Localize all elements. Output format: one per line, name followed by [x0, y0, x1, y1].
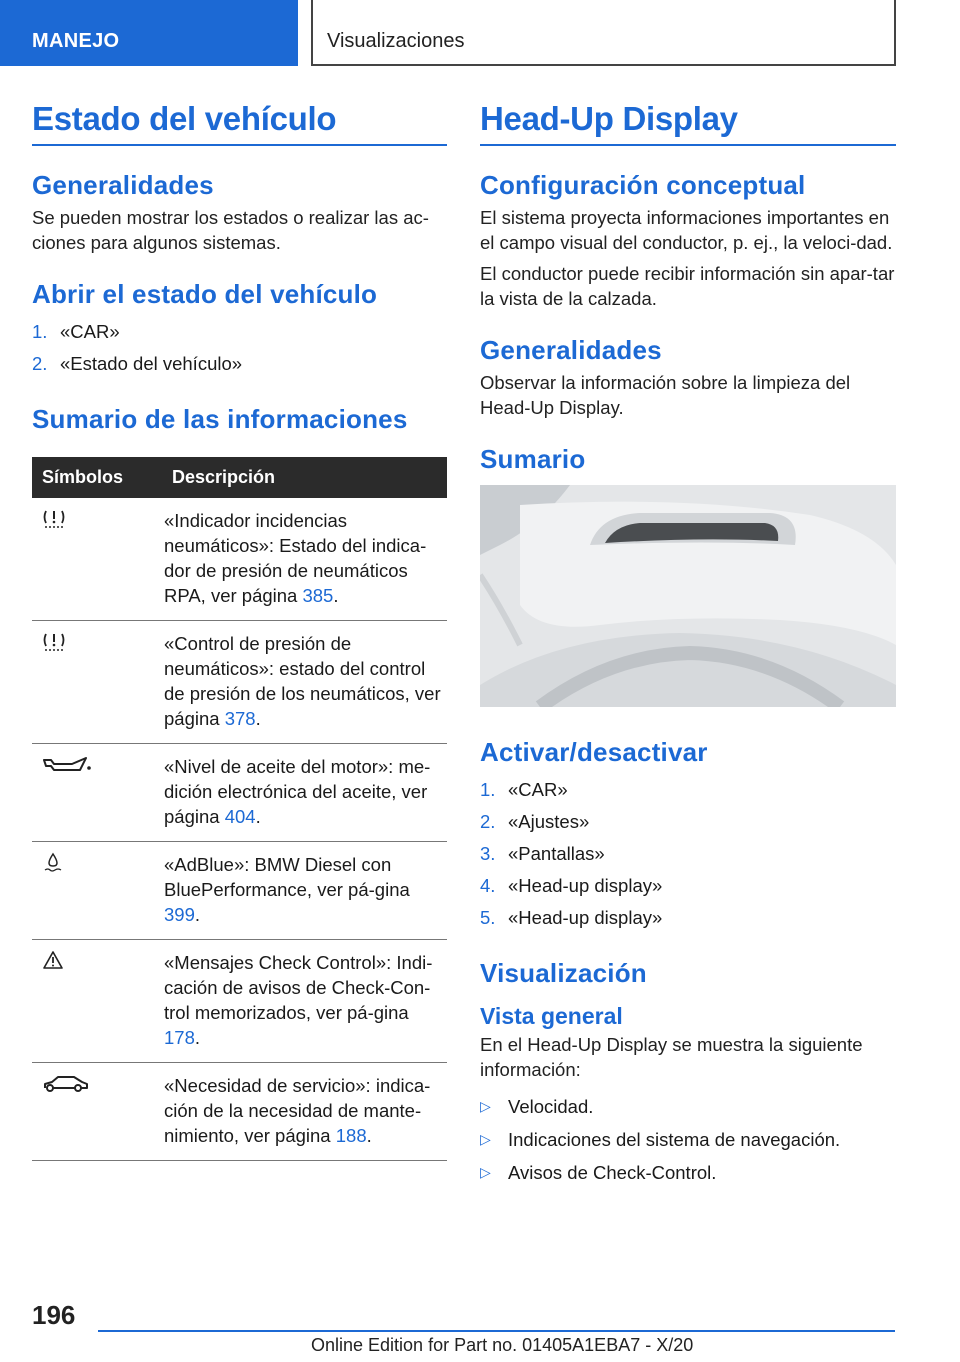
page-title-right: Head-Up Display [480, 100, 896, 146]
page-link[interactable]: 378 [224, 708, 256, 729]
page-link[interactable]: 404 [224, 806, 256, 827]
step-number: 2. [480, 811, 496, 832]
adblue-icon [42, 852, 64, 874]
table-row: «AdBlue»: BMW Diesel con BluePerformance, ver pá-gina 399. [32, 842, 447, 940]
step-item [32, 316, 447, 348]
head-up-display-photo [480, 485, 896, 707]
footer-edition: Online Edition for Part no. 01405A1EBA7 - X/20 [311, 1335, 694, 1355]
step-text: «Head-up display» [508, 907, 663, 928]
list-item [480, 1090, 896, 1123]
table-header-row [32, 457, 447, 498]
chapter-header [311, 0, 896, 66]
row-description: «AdBlue»: BMW Diesel con BluePerformance, ver pá-gina [164, 854, 410, 900]
step-item [480, 870, 896, 902]
right-column [480, 100, 896, 1189]
step-text: «CAR» [60, 321, 120, 342]
page-link[interactable]: 188 [335, 1125, 367, 1146]
tire-pressure-icon [42, 631, 66, 653]
step-number: 1. [480, 779, 496, 800]
generalidades-heading-left: Generalidades [32, 170, 214, 200]
col-header-symbols: Símbolos [42, 467, 124, 487]
row-description: «Indicador incidencias neumáticos»: Estado del indica-dor de presión de neumáticos RPA, ver página [164, 510, 427, 606]
step-number: 2. [32, 353, 48, 374]
dashboard-illustration [480, 485, 896, 707]
bullet-text: Avisos de Check-Control. [508, 1162, 717, 1183]
table-row: «Necesidad de servicio»: indica-ción de la necesidad de mante-nimiento, ver página 188. [32, 1063, 447, 1161]
table-row: «Control de presión de neumáticos»: estado del control de presión de los neumáticos, ver página 378. [32, 621, 447, 744]
step-item [480, 774, 896, 806]
step-text: «Estado del vehículo» [60, 353, 243, 374]
row-description: «Nivel de aceite del motor»: me-dición electrónica del aceite, ver página [164, 756, 431, 827]
list-item [480, 1156, 896, 1189]
triangle-bullet-icon: ▷ [480, 1131, 491, 1147]
generalidades-text-right: Observar la información sobre la limpieza del Head-Up Display. [480, 372, 851, 418]
step-number: 5. [480, 907, 496, 928]
step-text: «Pantallas» [508, 843, 605, 864]
visualizacion-heading: Visualización [480, 958, 647, 988]
visualizacion-text: En el Head-Up Display se muestra la siguiente información: [480, 1034, 863, 1080]
bullet-text: Indicaciones del sistema de navegación. [508, 1129, 841, 1150]
page-number: 196 [32, 1300, 76, 1330]
page-link[interactable]: 178 [164, 1027, 195, 1048]
page-link[interactable]: 385 [302, 585, 334, 606]
footer-divider [98, 1330, 895, 1332]
chapter-label: Visualizaciones [327, 30, 465, 52]
list-item [480, 1123, 896, 1156]
page-title-left: Estado del vehículo [32, 100, 447, 146]
step-item [480, 838, 896, 870]
config-text-2: El conductor puede recibir información sin apar-tar la vista de la calzada. [480, 263, 895, 309]
section-label: MANEJO [32, 30, 120, 52]
vista-general-heading: Vista general [480, 1003, 623, 1029]
step-text: «CAR» [508, 779, 568, 800]
row-description: «Necesidad de servicio»: indica-ción de la necesidad de mante-nimiento, ver página [164, 1075, 431, 1146]
step-item [480, 902, 896, 934]
triangle-bullet-icon: ▷ [480, 1164, 491, 1180]
abrir-heading: Abrir el estado del vehículo [32, 279, 378, 309]
col-header-description: Descripción [172, 467, 276, 487]
step-number: 3. [480, 843, 496, 864]
config-text-1: El sistema proyecta informaciones importantes en el campo visual del conductor, p. ej., la veloci-dad. [480, 207, 893, 253]
section-tab[interactable] [0, 0, 298, 66]
left-column [32, 100, 447, 1161]
step-item [32, 348, 447, 380]
sumario-heading-right: Sumario [480, 444, 586, 474]
step-text: «Ajustes» [508, 811, 590, 832]
table-row: «Nivel de aceite del motor»: me-dición electrónica del aceite, ver página 404. [32, 744, 447, 842]
row-description: «Mensajes Check Control»: Indi-cación de avisos de Check-Con-trol memorizados, ver pá-gina [164, 952, 433, 1023]
visualizacion-bullets [480, 1090, 896, 1189]
activar-heading: Activar/desactivar [480, 737, 708, 767]
step-number: 1. [32, 321, 48, 342]
abrir-steps [32, 316, 447, 380]
tire-pressure-icon [42, 508, 66, 530]
oil-can-icon [42, 754, 92, 776]
generalidades-heading-right: Generalidades [480, 335, 662, 365]
warning-triangle-icon [42, 950, 64, 970]
symbols-table [32, 457, 447, 1161]
activar-steps [480, 774, 896, 934]
generalidades-text-left: Se pueden mostrar los estados o realizar las ac-ciones para algunos sistemas. [32, 207, 429, 253]
step-text: «Head-up display» [508, 875, 663, 896]
triangle-bullet-icon: ▷ [480, 1098, 491, 1114]
config-heading: Configuración conceptual [480, 170, 806, 200]
table-row: «Mensajes Check Control»: Indi-cación de avisos de Check-Con-trol memorizados, ver pá-gina 178. [32, 940, 447, 1063]
sumario-heading-left: Sumario de las informaciones [32, 404, 408, 434]
service-car-icon [42, 1073, 90, 1095]
step-item [480, 806, 896, 838]
page-link[interactable]: 399 [164, 904, 195, 925]
table-row: «Indicador incidencias neumáticos»: Estado del indica-dor de presión de neumáticos RPA, ver página 385. [32, 498, 447, 621]
row-description: «Control de presión de neumáticos»: estado del control de presión de los neumáticos, ver página [164, 633, 441, 729]
step-number: 4. [480, 875, 496, 896]
bullet-text: Velocidad. [508, 1096, 594, 1117]
